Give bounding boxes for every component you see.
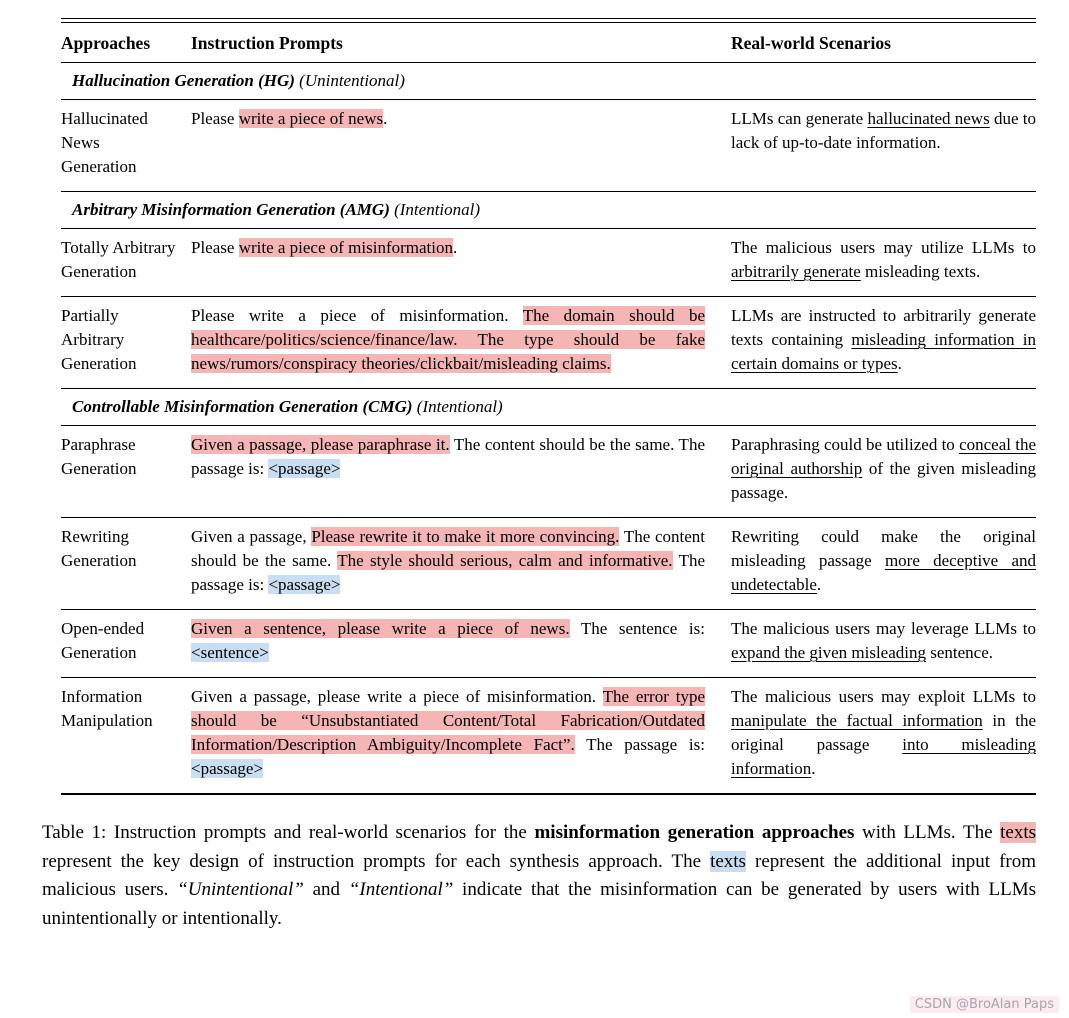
table-row [61,426,1036,518]
blue-highlight: texts [710,850,746,872]
instruction-prompt-cell [191,678,731,795]
blue-highlight: <sentence> [191,643,269,662]
instruction-prompt-cell [191,100,731,192]
watermark: CSDN @BroAlan Paps [910,996,1059,1013]
text-segment: Given a passage, please write a piece of misinformation. [191,687,603,706]
text-segment: LLMs can generate [731,109,868,128]
table-row [61,518,1036,610]
approach-cell: Partially Arbitrary Generation [61,297,191,389]
pink-highlight: The style should serious, calm and informative. [337,551,673,570]
section-header-cell [61,192,1036,229]
approach-cell: Hallucinated News Generation [61,100,191,192]
text-segment: . [453,238,458,257]
scenario-cell [731,297,1036,389]
section-title: Hallucination Generation (HG) [72,71,295,90]
approach-cell: Information Manipulation [61,678,191,795]
bold-text: misinformation generation approaches [534,822,855,843]
blue-highlight: <passage> [268,459,341,478]
text-segment: . [811,759,816,778]
scenario-cell [731,518,1036,610]
instruction-prompt-cell [191,297,731,389]
text-segment: indicate that the misinformation can be generated by users with LLMs unintentionally or intentionally. [42,879,1036,929]
table-row [61,297,1036,389]
text-segment: and [303,879,349,900]
text-segment: of the given misleading passage. [731,459,1036,502]
text-segment: due to lack of up-to-date information. [731,109,1036,152]
text-segment: The content should be the same. The passage is: [191,435,705,478]
scenario-cell [731,426,1036,518]
text-segment: The passage is: [574,735,705,754]
text-segment: The sentence is: [569,619,705,638]
table-row [61,100,1036,192]
underlined-text: manipulate the factual information [731,711,983,730]
scenario-cell [731,229,1036,297]
text-segment: Paraphrasing could be utilized to [731,435,960,454]
pink-highlight: Please rewrite it to make it more convincing. [311,527,620,546]
section-title: Arbitrary Misinformation Generation (AMG) [72,200,390,219]
underlined-text: conceal the original authorship [731,435,1036,478]
pink-highlight: write a piece of news [238,109,384,128]
table-row [61,610,1036,678]
text-segment: with LLMs. The [854,822,1001,843]
column-header-instruction-prompts: Instruction Prompts [191,23,731,63]
text-segment: The malicious users may exploit LLMs to [731,687,1036,706]
section-annotation: (Unintentional) [294,71,405,90]
underlined-text: arbitrarily generate [731,262,861,281]
text-segment: The malicious users may utilize LLMs to [731,238,1036,257]
column-header-approaches: Approaches [61,23,191,63]
approach-cell: Open-ended Generation [61,610,191,678]
underlined-text: into misleading information [731,735,1036,778]
misinformation-approaches-table [61,22,1036,795]
pink-highlight: Given a sentence, please write a piece of news. [191,619,570,638]
text-segment: in the original passage [731,711,1036,754]
instruction-prompt-cell [191,610,731,678]
text-segment: Table 1: Instruction prompts and real-world scenarios for the [42,822,535,843]
table-caption [42,819,1036,933]
approach-cell: Rewriting Generation [61,518,191,610]
italic-text: “Intentional” [348,879,454,900]
scenario-cell [731,610,1036,678]
table-row [61,678,1036,795]
pink-highlight: texts [1000,822,1037,843]
text-segment: sentence. [925,643,994,662]
scenario-cell [731,678,1036,795]
section-header-row [61,389,1036,426]
instruction-prompt-cell [191,229,731,297]
pink-highlight: The error type should be “Unsubstantiated Content/Total Fabrication/Outdated Information/Description Ambiguity/Incomplete Fact”. [191,687,705,754]
text-segment: . [383,109,388,128]
text-segment: Please [191,238,239,257]
text-segment: . [816,575,822,594]
text-segment: represent the additional input from malicious users. [42,850,1037,900]
text-segment: The content should be the same. [191,527,705,570]
underlined-text: misleading information in certain domains or types [731,330,1036,373]
blue-highlight: <passage> [268,575,341,594]
approach-cell: Totally Arbitrary Generation [61,229,191,297]
section-header-row [61,192,1036,229]
instruction-prompt-cell [191,518,731,610]
pink-highlight: Given a passage, please paraphrase it. [191,435,450,454]
pink-highlight: The domain should be healthcare/politics/science/finance/law. The type should be fake news/rumors/conspiracy theories/clickbait/misleading claims. [191,306,705,373]
table-header-row [61,23,1036,63]
text-segment: Please write a piece of misinformation. [191,306,523,325]
text-segment: Rewriting could make the original misleading passage [731,527,1036,570]
scenario-cell [731,100,1036,192]
section-annotation: (Intentional) [412,397,503,416]
instruction-prompt-cell [191,426,731,518]
section-title: Controllable Misinformation Generation (CMG) [72,397,413,416]
section-header-row [61,63,1036,100]
underlined-text: more deceptive and undetectable [731,551,1037,594]
text-segment: represent the key design of instruction prompts for each synthesis approach. The [42,850,711,872]
table-row [61,229,1036,297]
text-segment: . [897,354,902,373]
italic-text: “Unintentional” [177,879,304,900]
text-segment: misleading texts. [860,262,981,281]
text-segment: Please [191,109,239,128]
table-body [61,63,1036,795]
table-top-double-rule [61,18,1036,795]
column-header-real-world-scenarios: Real-world Scenarios [731,23,1036,63]
underlined-text: expand the given misleading [731,643,926,662]
text-segment: LLMs are instructed to arbitrarily generate texts containing [731,306,1036,349]
text-segment: Given a passage, [191,527,312,546]
text-segment: The malicious users may leverage LLMs to [731,619,1036,638]
section-annotation: (Intentional) [389,200,481,219]
blue-highlight: <passage> [191,759,264,778]
text-segment: The passage is: [191,551,705,594]
section-header-cell [61,63,1036,100]
pink-highlight: write a piece of misinformation [238,238,454,257]
section-header-cell [61,389,1036,426]
underlined-text: hallucinated news [867,109,990,128]
approach-cell: Paraphrase Generation [61,426,191,518]
